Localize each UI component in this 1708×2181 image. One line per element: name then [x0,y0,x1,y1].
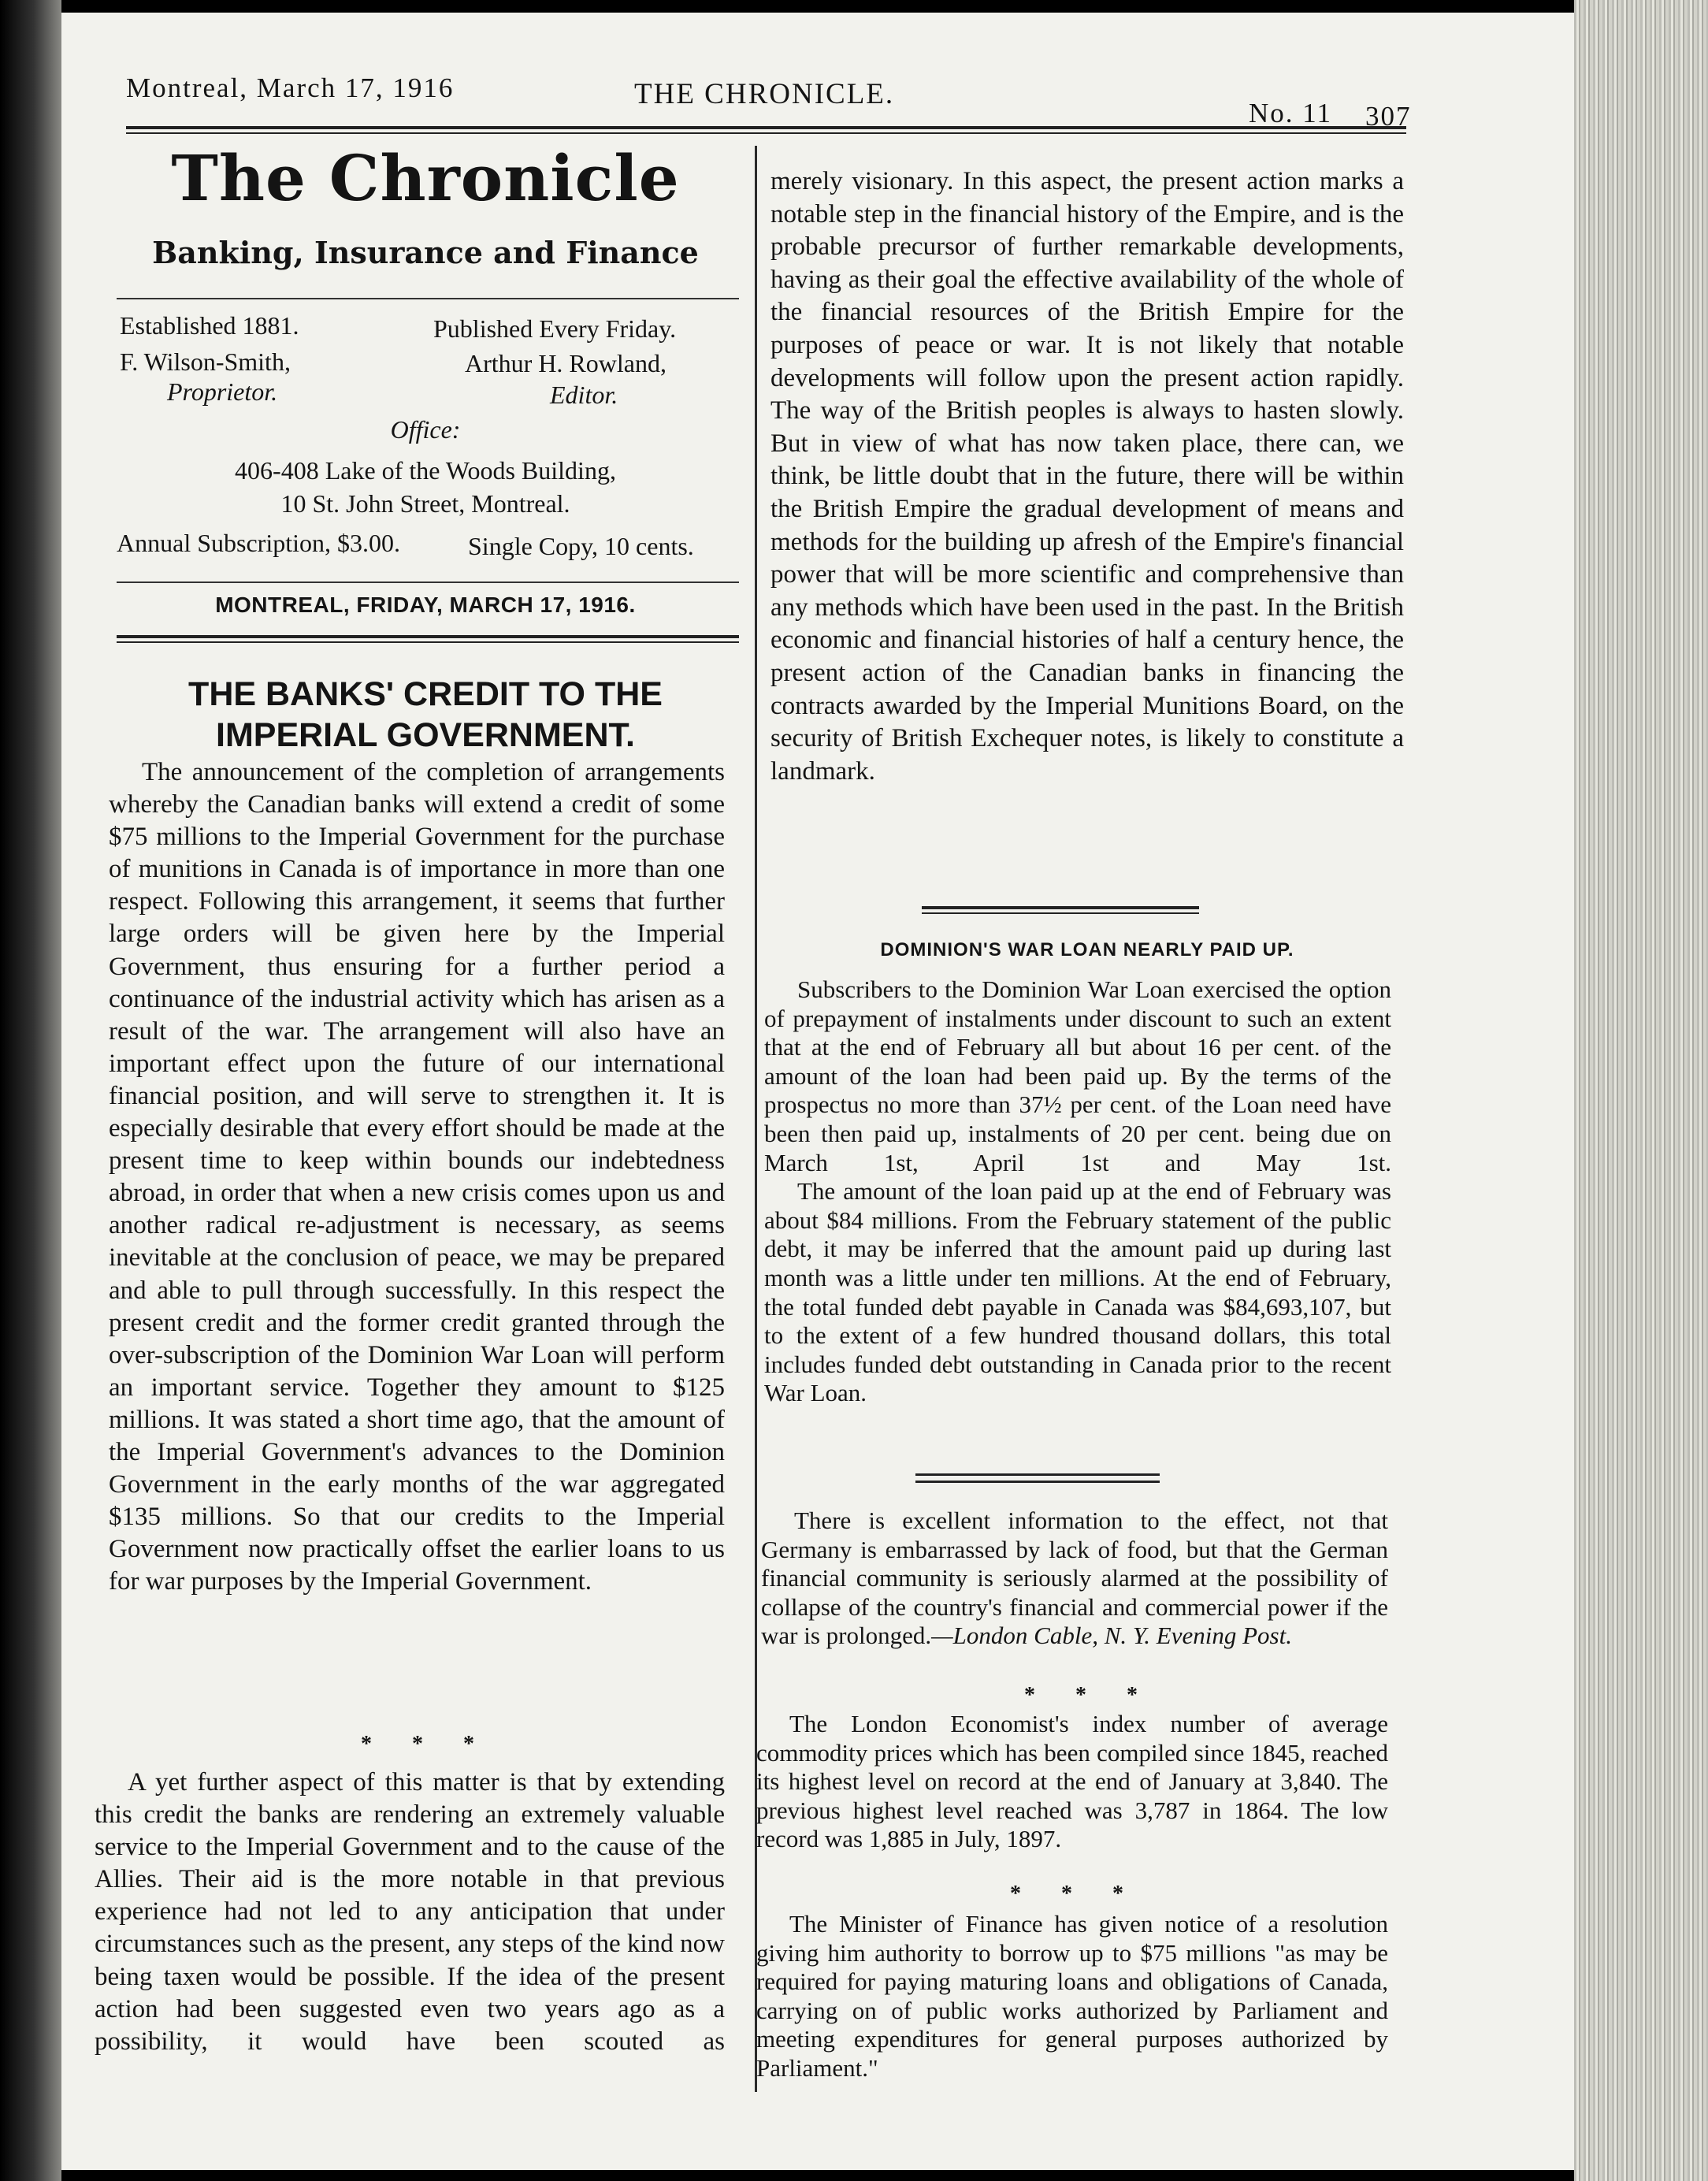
header-rule [126,126,1406,134]
section-rule [922,906,1199,914]
editor-name: Arthur H. Rowland, [465,349,666,377]
dateline-rule-bottom [117,635,739,643]
established: Established 1881. [120,311,299,340]
headline-line-1: THE BANKS' CREDIT TO THE [188,675,663,713]
article2-paragraph: The amount of the loan paid up at the end of February was about $84 millions. From the February statement of the public debt, it may be inferred that the amount paid up during last month was a little under ten millions. At the end of February, the total funded debt payable in Canada was $84,693,107, but to the extent of a few hundred thousand dollars, this total includes funded debt outstanding in Canada prior to the recent War Loan. [764,1177,1391,1407]
article-column-left-continued [95,1767,725,2058]
office-label: Office: [390,415,461,444]
note-3-text: The Minister of Finance has given notice of a resolution giving him authority to borrow up to $75 millions "as may be required for paying maturing loans and obligations of Canada, carrying on of public works authorized by Parliament and meeting expenditures for general purposes authorized by Parliament." [756,1910,1388,2082]
running-header-title: THE CHRONICLE. [634,78,895,110]
page-number: 307 [1365,101,1412,132]
annual-subscription: Annual Subscription, $3.00. [117,529,400,557]
note-1-text: There is excellent information to the effect, not that Germany is embarrassed by lack of food, but that the German financial community is seriously alarmed at the possibility of collapse of the country's financial and commercial power if the war is prolonged. [761,1507,1388,1650]
office-address-1: 406-408 Lake of the Woods Building, [235,456,616,485]
masthead-subtitle: Banking, Insurance and Finance [152,235,699,270]
editor-role: Editor. [550,381,618,409]
article-paragraph: A yet further aspect of this matter is that by extending this credit the banks are rendering an extremely valuable service to the Imperial Government and to the cause of the Allies. Their aid is the more notable in that previous experience had not led to any anticipation that under circumstances such as the present, any steps of the kind now being taxen would be possible. If the idea of the present action had been suggested even two years ago as a possibility, it would have been scouted as [95,1768,725,2056]
masthead-title: The Chronicle [171,141,680,215]
article2-paragraph: Subscribers to the Dominion War Loan exercised the option of prepayment of instalments under discount to such an extent that at the end of February all but about 16 per cent. of the amount of the loan had been paid up. By the terms of the prospectus no more than 37½ per cent. of the Loan need have been then paid up, instalments of 20 per cent. being due on March 1st, April 1st and May 1st. [764,975,1391,1176]
dateline: MONTREAL, FRIDAY, MARCH 17, 1916. [215,593,636,617]
note-stars-1: * * * [1024,1683,1155,1707]
issue-number: No. 11 [1249,98,1332,128]
article-column-right [770,165,1404,788]
article-column-left [109,756,725,1598]
note-1 [761,1507,1388,1651]
masthead-rule [117,298,739,299]
published: Published Every Friday. [433,314,677,343]
page-edge-shadow [0,0,61,2181]
office-address-2: 10 St. John Street, Montreal. [280,489,570,518]
note-2 [756,1710,1388,1854]
dateline-rule-top [117,581,739,583]
note-2-text: The London Economist's index number of average commodity prices which has been compiled since 1845, reached its highest level on record at the end of January at 3,840. The previous highest level reached was 3,787 in 1864. The low record was 1,885 in July, 1897. [756,1710,1388,1853]
article2-headline: DOMINION'S WAR LOAN NEARLY PAID UP. [880,939,1294,960]
single-copy-price: Single Copy, 10 cents. [468,532,694,560]
running-header-date: Montreal, March 17, 1916 [126,72,455,103]
section-stars: * * * [361,1732,492,1756]
article-paragraph: The announcement of the completion of arrangements whereby the Canadian banks will extend a credit of some $75 millions to the Imperial Government for the purchase of munitions in Canada is of importance in more than one respect. Following this arrangement, it seems that further large orders will be given here by the Imperial Government, thus ensuring for a further period a continuance of the industrial activity which has arisen as a result of the war. The arrangement will also have an important effect upon the future of our international financial position, and will serve to strengthen it. It is especially desirable that every effort should be made at the present time to keep within bounds our indebtedness abroad, in order that when a new crisis comes upon us and another radical re-adjustment is necessary, as seems inevitable at the conclusion of peace, we may be prepared and able to pull through successfully. In this respect the present credit and the former credit granted through the over-subscription of the Dominion War Loan will perform an important service. Together they amount to $125 millions. It was stated a short time ago, that the amount of the Imperial Government's advances to the Dominion Government in the early months of the war aggregated $135 millions. So that our credits to the Imperial Government now practically offset the earlier loans to us for war purposes by the Imperial Government. [109,758,725,1596]
headline-line-2: IMPERIAL GOVERNMENT. [216,715,635,754]
article-headline [110,674,741,756]
article2-body [764,975,1391,1408]
note-3 [756,1910,1388,2083]
note-stars-2: * * * [1010,1882,1141,1906]
book-gutter [1574,0,1708,2181]
note-1-source: —London Cable, N. Y. Evening Post. [931,1622,1292,1650]
proprietor-name: F. Wilson-Smith, [120,347,291,376]
proprietor-role: Proprietor. [167,377,278,406]
notes-rule [915,1473,1160,1483]
article-paragraph: merely visionary. In this aspect, the present action marks a notable step in the financial history of the Empire, and is the probable precursor of further remarkable developments, having as their goal the effective availability of the whole of the financial resources of the British Empire for the purposes of peace or war. It is not likely that notable developments will follow upon the present action rapidly. The way of the British peoples is always to hasten slowly. But in view of what has now taken place, there can, we think, be little doubt that in the future, there will be within the British Empire the gradual development of means and methods for the building up afresh of the Empire's financial power that will be more scientific and comprehensive than any methods which have been used in the past. In the British economic and financial histories of half a century hence, the present action of the Canadian banks in financing the contracts awarded by the Imperial Munitions Board, on the security of British Exchequer notes, is likely to constitute a landmark. [770,167,1404,786]
